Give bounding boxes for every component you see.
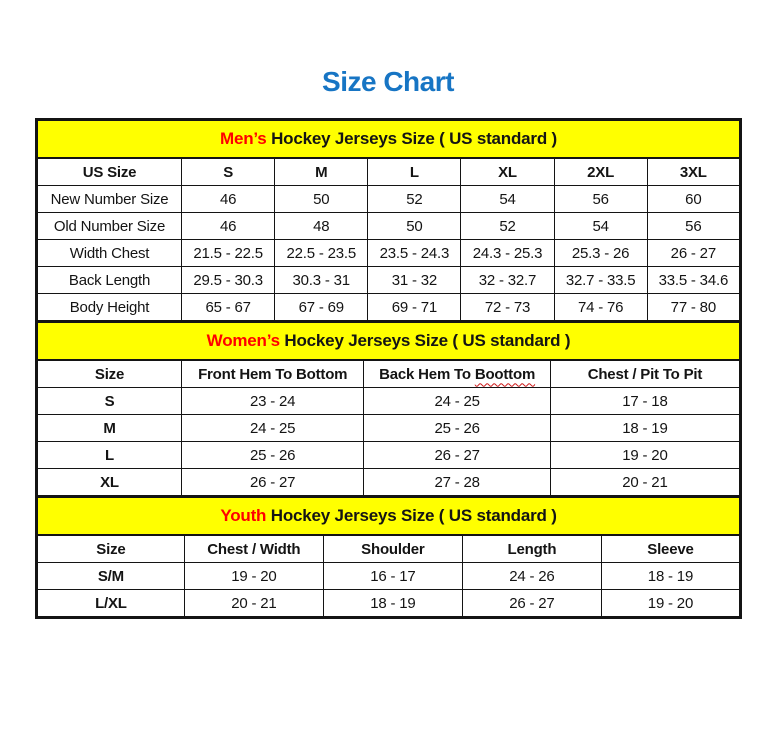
row-label: Old Number Size xyxy=(37,213,182,240)
value-cell: 20 - 21 xyxy=(550,469,740,497)
value-cell: 74 - 76 xyxy=(554,294,647,322)
value-cell: 18 - 19 xyxy=(601,563,740,590)
value-cell: 50 xyxy=(275,186,368,213)
column-header: L xyxy=(368,158,461,186)
value-cell: 24.3 - 25.3 xyxy=(461,240,554,267)
women-section-title-rest: Hockey Jerseys Size ( US standard ) xyxy=(279,331,571,350)
value-cell: 77 - 80 xyxy=(647,294,740,322)
table-row xyxy=(37,563,741,590)
value-cell: 33.5 - 34.6 xyxy=(647,267,740,294)
value-cell: 19 - 20 xyxy=(601,590,740,618)
youth-section-title xyxy=(37,497,741,536)
table-row xyxy=(37,294,741,322)
value-cell: 26 - 27 xyxy=(647,240,740,267)
column-header: 2XL xyxy=(554,158,647,186)
value-cell: 54 xyxy=(461,186,554,213)
women-section-title xyxy=(37,322,741,361)
column-header: S xyxy=(182,158,275,186)
column-header: Length xyxy=(462,535,601,563)
column-header: 3XL xyxy=(647,158,740,186)
value-cell: 26 - 27 xyxy=(364,442,551,469)
column-header xyxy=(364,360,551,388)
row-label: New Number Size xyxy=(37,186,182,213)
value-cell: 25 - 26 xyxy=(182,442,364,469)
value-cell: 25 - 26 xyxy=(364,415,551,442)
value-cell: 21.5 - 22.5 xyxy=(182,240,275,267)
value-cell: 18 - 19 xyxy=(323,590,462,618)
youth-header-row xyxy=(37,535,741,563)
column-header: Chest / Pit To Pit xyxy=(550,360,740,388)
value-cell: 32.7 - 33.5 xyxy=(554,267,647,294)
youth-section-title-rest: Hockey Jerseys Size ( US standard ) xyxy=(266,506,557,525)
value-cell: 25.3 - 26 xyxy=(554,240,647,267)
table-row xyxy=(37,267,741,294)
value-cell: 31 - 32 xyxy=(368,267,461,294)
column-header: XL xyxy=(461,158,554,186)
value-cell: 46 xyxy=(182,213,275,240)
row-label: L xyxy=(37,442,182,469)
table-row xyxy=(37,442,741,469)
men-section-title xyxy=(37,120,741,159)
women-size-table xyxy=(35,320,742,498)
table-row xyxy=(37,186,741,213)
value-cell: 27 - 28 xyxy=(364,469,551,497)
value-cell: 26 - 27 xyxy=(182,469,364,497)
value-cell: 19 - 20 xyxy=(550,442,740,469)
value-cell: 67 - 69 xyxy=(275,294,368,322)
value-cell: 24 - 25 xyxy=(364,388,551,415)
value-cell: 22.5 - 23.5 xyxy=(275,240,368,267)
value-cell: 19 - 20 xyxy=(184,563,323,590)
value-cell: 65 - 67 xyxy=(182,294,275,322)
value-cell: 72 - 73 xyxy=(461,294,554,322)
column-header: Size xyxy=(37,535,185,563)
column-header: Shoulder xyxy=(323,535,462,563)
value-cell: 17 - 18 xyxy=(550,388,740,415)
value-cell: 48 xyxy=(275,213,368,240)
value-cell: 18 - 19 xyxy=(550,415,740,442)
men-header-row xyxy=(37,158,741,186)
value-cell: 30.3 - 31 xyxy=(275,267,368,294)
size-chart xyxy=(35,118,742,619)
row-label: XL xyxy=(37,469,182,497)
value-cell: 16 - 17 xyxy=(323,563,462,590)
men-section-band-row xyxy=(37,120,741,159)
value-cell: 24 - 25 xyxy=(182,415,364,442)
value-cell: 32 - 32.7 xyxy=(461,267,554,294)
row-label: L/XL xyxy=(37,590,185,618)
value-cell: 46 xyxy=(182,186,275,213)
row-label: Body Height xyxy=(37,294,182,322)
value-cell: 24 - 26 xyxy=(462,563,601,590)
value-cell: 52 xyxy=(368,186,461,213)
men-section-title-highlight: Men’s xyxy=(220,129,267,148)
page-title: Size Chart xyxy=(322,66,454,97)
value-cell: 50 xyxy=(368,213,461,240)
value-cell: 52 xyxy=(461,213,554,240)
table-row xyxy=(37,388,741,415)
row-label: Back Length xyxy=(37,267,182,294)
table-row xyxy=(37,240,741,267)
column-header: Chest / Width xyxy=(184,535,323,563)
row-label: S xyxy=(37,388,182,415)
youth-section-band-row xyxy=(37,497,741,536)
value-cell: 69 - 71 xyxy=(368,294,461,322)
row-label: M xyxy=(37,415,182,442)
column-header-text: Back Hem To xyxy=(379,365,475,383)
value-cell: 23 - 24 xyxy=(182,388,364,415)
value-cell: 56 xyxy=(647,213,740,240)
value-cell: 29.5 - 30.3 xyxy=(182,267,275,294)
column-header-misspelled-text: Boottom xyxy=(474,365,536,383)
youth-section-title-highlight: Youth xyxy=(220,506,267,525)
value-cell: 60 xyxy=(647,186,740,213)
column-header: Sleeve xyxy=(601,535,740,563)
table-row xyxy=(37,415,741,442)
value-cell: 20 - 21 xyxy=(184,590,323,618)
column-header: US Size xyxy=(37,158,182,186)
value-cell: 56 xyxy=(554,186,647,213)
men-size-table xyxy=(35,118,742,323)
table-row xyxy=(37,590,741,618)
table-row xyxy=(37,213,741,240)
column-header: M xyxy=(275,158,368,186)
table-row xyxy=(37,469,741,497)
row-label: S/M xyxy=(37,563,185,590)
men-section-title-rest: Hockey Jerseys Size ( US standard ) xyxy=(266,129,557,148)
youth-size-table xyxy=(35,495,742,619)
value-cell: 26 - 27 xyxy=(462,590,601,618)
column-header: Size xyxy=(37,360,182,388)
value-cell: 23.5 - 24.3 xyxy=(368,240,461,267)
women-section-band-row xyxy=(37,322,741,361)
women-section-title-highlight: Women’s xyxy=(206,331,280,350)
value-cell: 54 xyxy=(554,213,647,240)
row-label: Width Chest xyxy=(37,240,182,267)
column-header: Front Hem To Bottom xyxy=(182,360,364,388)
women-header-row xyxy=(37,360,741,388)
